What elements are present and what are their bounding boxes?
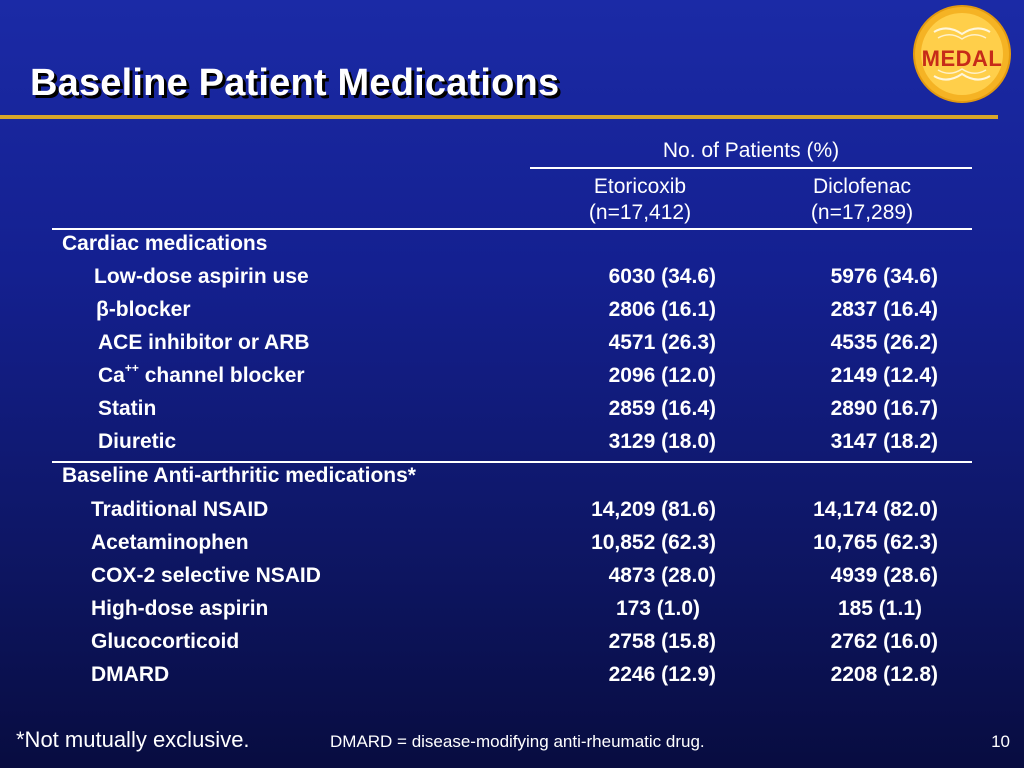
cell-diclofenac: 2149 (12.4) [830, 364, 938, 387]
section-heading [62, 229, 267, 259]
cell-etoricoxib: 10,852 (62.3) [591, 531, 716, 554]
table-row [0, 427, 1024, 457]
group-header: No. of Patients (%) [662, 139, 840, 162]
table-row [0, 561, 1024, 591]
column-header-etoricoxib [540, 174, 740, 226]
section-title: Baseline Anti-arthritic medications* [62, 464, 416, 487]
cell-etoricoxib: 2246 (12.9) [608, 663, 716, 686]
row-label: β-blocker [96, 298, 191, 321]
abbreviation-note: DMARD = disease-modifying anti-rheumatic drug. [330, 732, 705, 751]
cell-diclofenac: 4535 (26.2) [830, 331, 938, 354]
row-label-suffix: channel blocker [138, 364, 305, 387]
cell-diclofenac: 3147 (18.2) [830, 430, 938, 453]
slide-title: Baseline Patient Medications [30, 62, 560, 104]
row-label: Statin [98, 397, 157, 420]
cell-etoricoxib: 2758 (15.8) [608, 630, 716, 653]
table-row [0, 594, 1024, 624]
cell-etoricoxib: 2859 (16.4) [608, 397, 716, 420]
cell-etoricoxib: 2806 (16.1) [608, 298, 716, 321]
row-label: ACE inhibitor or ARB [98, 331, 310, 354]
table-row [0, 528, 1024, 558]
table-row [0, 660, 1024, 690]
table-row [0, 495, 1024, 525]
medal-logo [912, 4, 1012, 104]
cell-diclofenac: 10,765 (62.3) [813, 531, 938, 554]
row-label: Diuretic [98, 430, 177, 453]
column-name: Diclofenac [812, 175, 912, 198]
table-row [0, 394, 1024, 424]
section-heading [62, 461, 416, 491]
row-label: Low-dose aspirin use [94, 265, 309, 288]
table-row [0, 627, 1024, 657]
table-row [0, 361, 1024, 391]
group-header-rule [530, 167, 972, 169]
cell-etoricoxib: 173 (1.0) [615, 597, 700, 620]
page-number: 10 [991, 732, 1010, 751]
section-title: Cardiac medications [62, 232, 268, 255]
cell-diclofenac: 14,174 (82.0) [813, 498, 938, 521]
column-header-diclofenac [762, 174, 962, 226]
cell-diclofenac: 2890 (16.7) [830, 397, 938, 420]
row-label: High-dose aspirin [91, 597, 269, 620]
row-label-prefix: Ca [98, 364, 125, 387]
table-row [0, 262, 1024, 292]
column-n: (n=17,289) [810, 201, 914, 224]
table-row [0, 295, 1024, 325]
column-n: (n=17,412) [588, 201, 692, 224]
logo-text: MEDAL [921, 46, 1003, 71]
cell-etoricoxib: 2096 (12.0) [608, 364, 716, 387]
cell-diclofenac: 185 (1.1) [837, 597, 922, 620]
row-label-superscript: ++ [124, 361, 139, 375]
row-label: Glucocorticoid [91, 630, 240, 653]
cell-diclofenac: 2208 (12.8) [830, 663, 938, 686]
table-row [0, 328, 1024, 358]
cell-diclofenac: 5976 (34.6) [830, 265, 938, 288]
row-label: Acetaminophen [91, 531, 249, 554]
cell-etoricoxib: 14,209 (81.6) [591, 498, 716, 521]
cell-diclofenac: 2762 (16.0) [830, 630, 938, 653]
row-label: COX-2 selective NSAID [91, 564, 321, 587]
cell-etoricoxib: 3129 (18.0) [608, 430, 716, 453]
cell-etoricoxib: 4873 (28.0) [608, 564, 716, 587]
cell-diclofenac: 4939 (28.6) [830, 564, 938, 587]
cell-etoricoxib: 4571 (26.3) [608, 331, 716, 354]
cell-etoricoxib: 6030 (34.6) [608, 265, 716, 288]
footnote: *Not mutually exclusive. [16, 727, 250, 752]
row-label [98, 361, 305, 391]
row-label: DMARD [91, 663, 170, 686]
title-underline [0, 115, 998, 119]
cell-diclofenac: 2837 (16.4) [830, 298, 938, 321]
column-name: Etoricoxib [593, 175, 687, 198]
row-label: Traditional NSAID [91, 498, 269, 521]
